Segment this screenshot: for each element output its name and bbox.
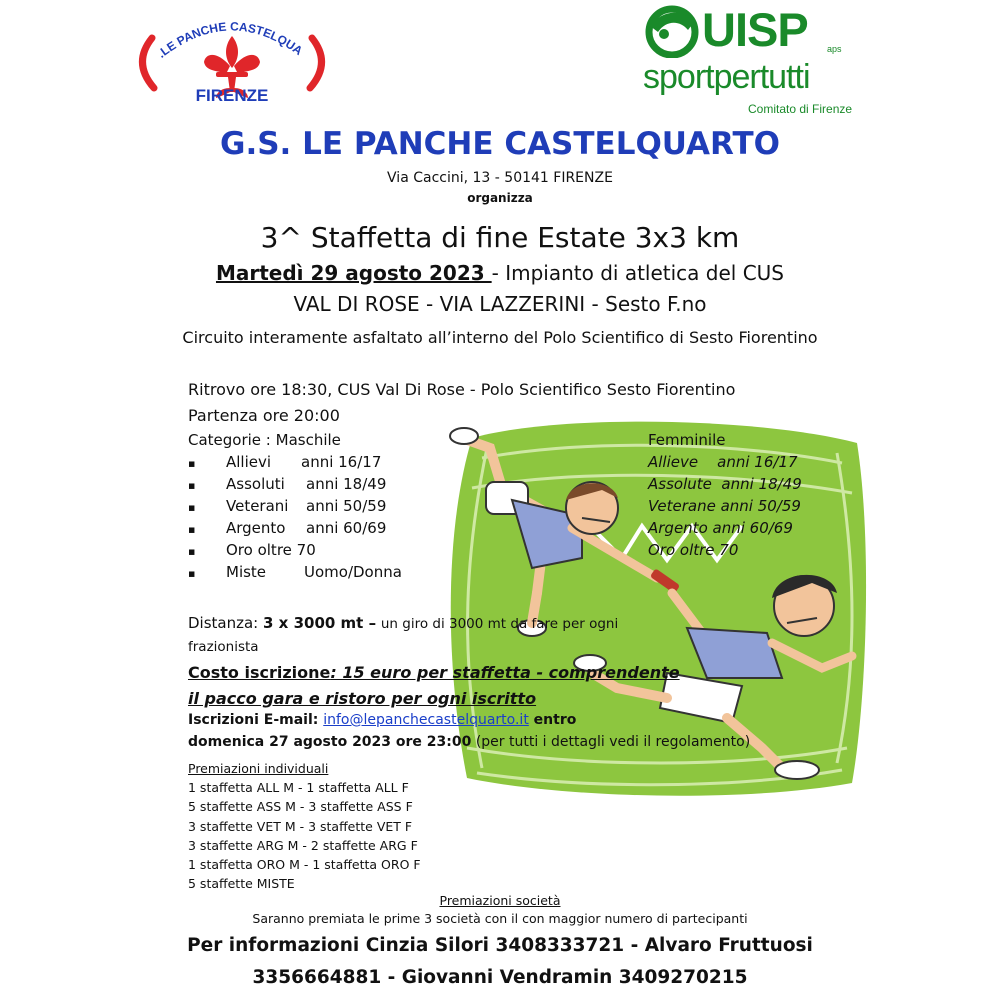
list-item: ▪ Oro oltre 70 (188, 541, 316, 559)
page-title: G.S. LE PANCHE CASTELQUARTO (220, 126, 780, 162)
contacts-line1: Per informazioni Cinzia Silori 3408333721 - Alvaro Fruttuosi (187, 935, 813, 956)
distance-label: Distanza: (188, 614, 259, 632)
distance-info (188, 612, 658, 658)
registration-label: Iscrizioni E-mail: (188, 712, 324, 728)
list-item: 5 staffette ASS M - 3 staffette ASS F (188, 799, 413, 815)
team-awards-text: Saranno premiata le prime 3 società con il con maggior numero di partecipanti (252, 911, 748, 926)
list-item: ▪ Miste Uomo/Donna (188, 563, 402, 581)
uisp-brand: UISP (702, 3, 808, 56)
uisp-subtitle: Comitato di Firenze (748, 102, 853, 116)
registration-after: entro (528, 712, 577, 728)
list-item: 5 staffette MISTE (188, 876, 295, 892)
uisp-logo (640, 0, 860, 125)
organizza-label: organizza (467, 191, 533, 205)
registration-deadline: domenica 27 agosto 2023 ore 23:00 (188, 734, 472, 750)
female-categories-header: Femminile (648, 431, 726, 449)
list-item: ▪ Veterani anni 50/59 (188, 497, 387, 515)
male-categories-header: Categorie : Maschile (188, 431, 341, 449)
cost-line2: il pacco gara e ristoro per ogni iscritto (188, 689, 537, 708)
registration-info (188, 709, 750, 753)
uisp-aps: aps (827, 44, 842, 54)
registration-email-link[interactable]: info@lepanchecastelquarto.it (323, 712, 529, 728)
list-item: 1 staffetta ORO M - 1 staffetta ORO F (188, 857, 421, 873)
list-item: ▪ Argento anni 60/69 (188, 519, 387, 537)
list-item: Veterane anni 50/59 (648, 497, 801, 515)
distance-desc: un giro di 3000 mt da fare per ogni frazionista (188, 616, 619, 655)
event-title: 3^ Staffetta di fine Estate 3x3 km (260, 221, 740, 254)
circuit-description: Circuito interamente asfaltato all’interno del Polo Scientifico di Sesto Fiorentino (182, 328, 818, 347)
logo-arc-text: .LE PANCHE CASTELQUA (154, 19, 306, 61)
logo-city: FIRENZE (195, 86, 269, 105)
date-line (0, 261, 1000, 285)
list-item: 3 staffette VET M - 3 staffette VET F (188, 818, 413, 834)
cost-label: Costo iscrizione (188, 663, 331, 682)
ritrovo-info: Ritrovo ore 18:30, CUS Val Di Rose - Polo Scientifico Sesto Fiorentino (188, 380, 736, 399)
list-item: 3 staffette ARG M - 2 staffette ARG F (188, 837, 418, 853)
venue-line: VAL DI ROSE - VIA LAZZERINI - Sesto F.no (293, 292, 707, 316)
list-item: Oro oltre 70 (648, 541, 739, 559)
partenza-info: Partenza ore 20:00 (188, 406, 340, 425)
registration-note: (per tutti i dettagli vedi il regolamento) (471, 734, 751, 750)
list-item: 1 staffetta ALL M - 1 staffetta ALL F (188, 780, 409, 796)
list-item: Argento anni 60/69 (648, 519, 793, 537)
individual-awards (188, 759, 421, 893)
distance-value: 3 x 3000 mt – (263, 614, 377, 632)
cost-line1: : 15 euro per staffetta - comprendente (330, 663, 680, 682)
contacts-line2: 3356664881 - Giovanni Vendramin 3409270215 (252, 967, 748, 988)
female-categories-list (648, 451, 802, 561)
venue-part1: - Impianto di atletica del CUS (491, 261, 785, 285)
list-item: ▪ Allievi anni 16/17 (188, 453, 382, 471)
team-awards-header: Premiazioni società (439, 893, 561, 908)
uisp-tagline: sportpertutti (643, 58, 810, 96)
individual-awards-header: Premiazioni individuali (188, 761, 329, 776)
runner-globe-icon (642, 4, 700, 58)
male-categories-list (188, 451, 402, 583)
contacts (0, 930, 1000, 994)
list-item: Assolute anni 18/49 (648, 475, 802, 493)
list-item: Allieve anni 16/17 (648, 453, 798, 471)
address: Via Caccini, 13 - 50141 FIRENZE (387, 170, 613, 186)
list-item: ▪ Assoluti anni 18/49 (188, 475, 387, 493)
svg-text:G.S.LE PANCHE CASTELQUARTO (132, 8, 305, 61)
event-date: Martedì 29 agosto 2023 (215, 261, 492, 285)
club-logo (132, 8, 332, 118)
cost-info (188, 660, 680, 712)
